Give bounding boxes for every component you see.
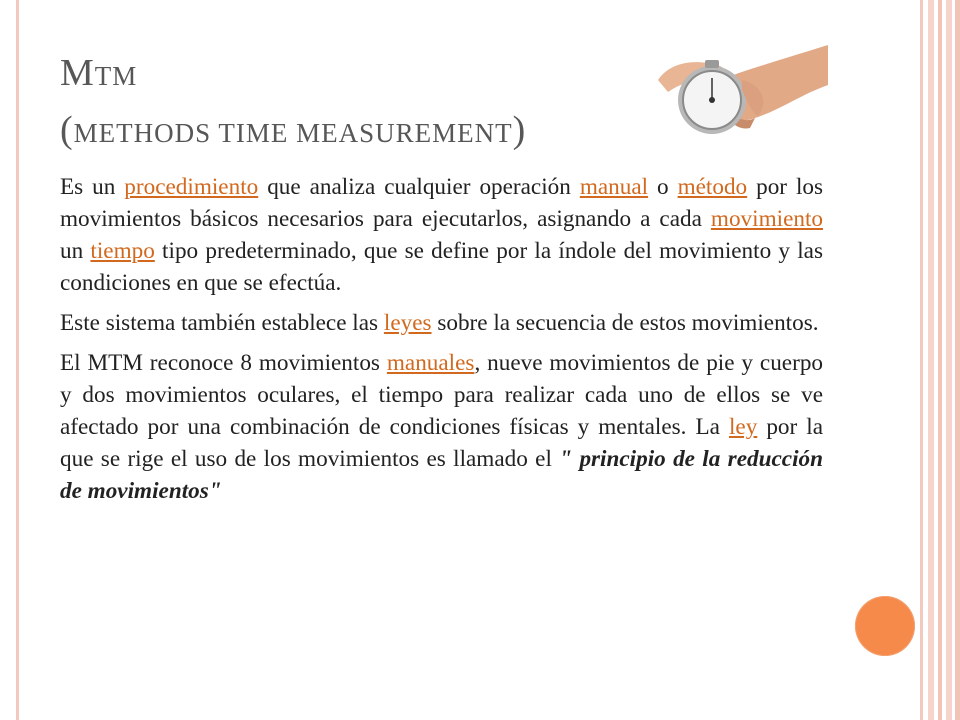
- accent-circle: [855, 596, 915, 656]
- slide-body: [60, 171, 823, 515]
- decor-stripe: [955, 0, 960, 720]
- paragraph: [60, 307, 823, 339]
- hyperlink[interactable]: tiempo: [90, 238, 155, 264]
- text-segment: El MTM reconoce 8 movimientos: [60, 350, 387, 376]
- text-segment: , nueve movimientos de pie y cuerpo y dos movimientos oculares, el tiempo para realizar cada uno de ellos se ve afectado por una combinación de condiciones físicas y mentales. La: [60, 350, 824, 440]
- text-segment: Es un: [60, 174, 125, 200]
- hyperlink[interactable]: método: [677, 174, 748, 200]
- text-segment: Este sistema también establece las: [60, 310, 384, 336]
- text-segment: que analiza cualquier operación: [258, 174, 580, 200]
- paragraph: [60, 347, 823, 507]
- hyperlink[interactable]: leyes: [383, 310, 432, 336]
- title-open-paren: (: [60, 109, 74, 151]
- paragraph: [60, 171, 823, 299]
- text-segment: un: [60, 238, 91, 264]
- text-segment: o: [648, 174, 678, 200]
- slide-title: [60, 46, 526, 160]
- emphasized-text: " principio de la reducción de movimientos": [60, 446, 823, 504]
- title-line-2: [60, 103, 526, 160]
- hyperlink[interactable]: procedimiento: [124, 174, 259, 200]
- hyperlink[interactable]: ley: [728, 414, 758, 440]
- title-line-1: [60, 46, 526, 103]
- text-segment: por los movimientos básicos necesarios para ejecutarlos, asignando a cada: [60, 174, 824, 232]
- text-segment: por la que se rige el uso de los movimientos es llamado el: [60, 414, 823, 472]
- hyperlink[interactable]: movimiento: [710, 206, 823, 232]
- title-subtitle: METHODS TIME MEASUREMENT: [73, 118, 513, 148]
- hyperlink[interactable]: manual: [579, 174, 649, 200]
- title-rest: TM: [94, 61, 138, 91]
- decor-stripe: [928, 0, 934, 720]
- decor-stripe: [938, 0, 942, 720]
- stopwatch-in-hand-icon: [650, 40, 830, 150]
- text-segment: tipo predeterminado, que se define por la índole del movimiento y las condiciones en que se efectúa.: [60, 238, 823, 296]
- title-initial: M: [60, 52, 95, 94]
- decor-stripe: [946, 0, 952, 720]
- hyperlink[interactable]: manuales: [386, 350, 475, 376]
- text-segment: sobre la secuencia de estos movimientos.: [431, 310, 819, 336]
- title-close-paren: ): [512, 109, 527, 151]
